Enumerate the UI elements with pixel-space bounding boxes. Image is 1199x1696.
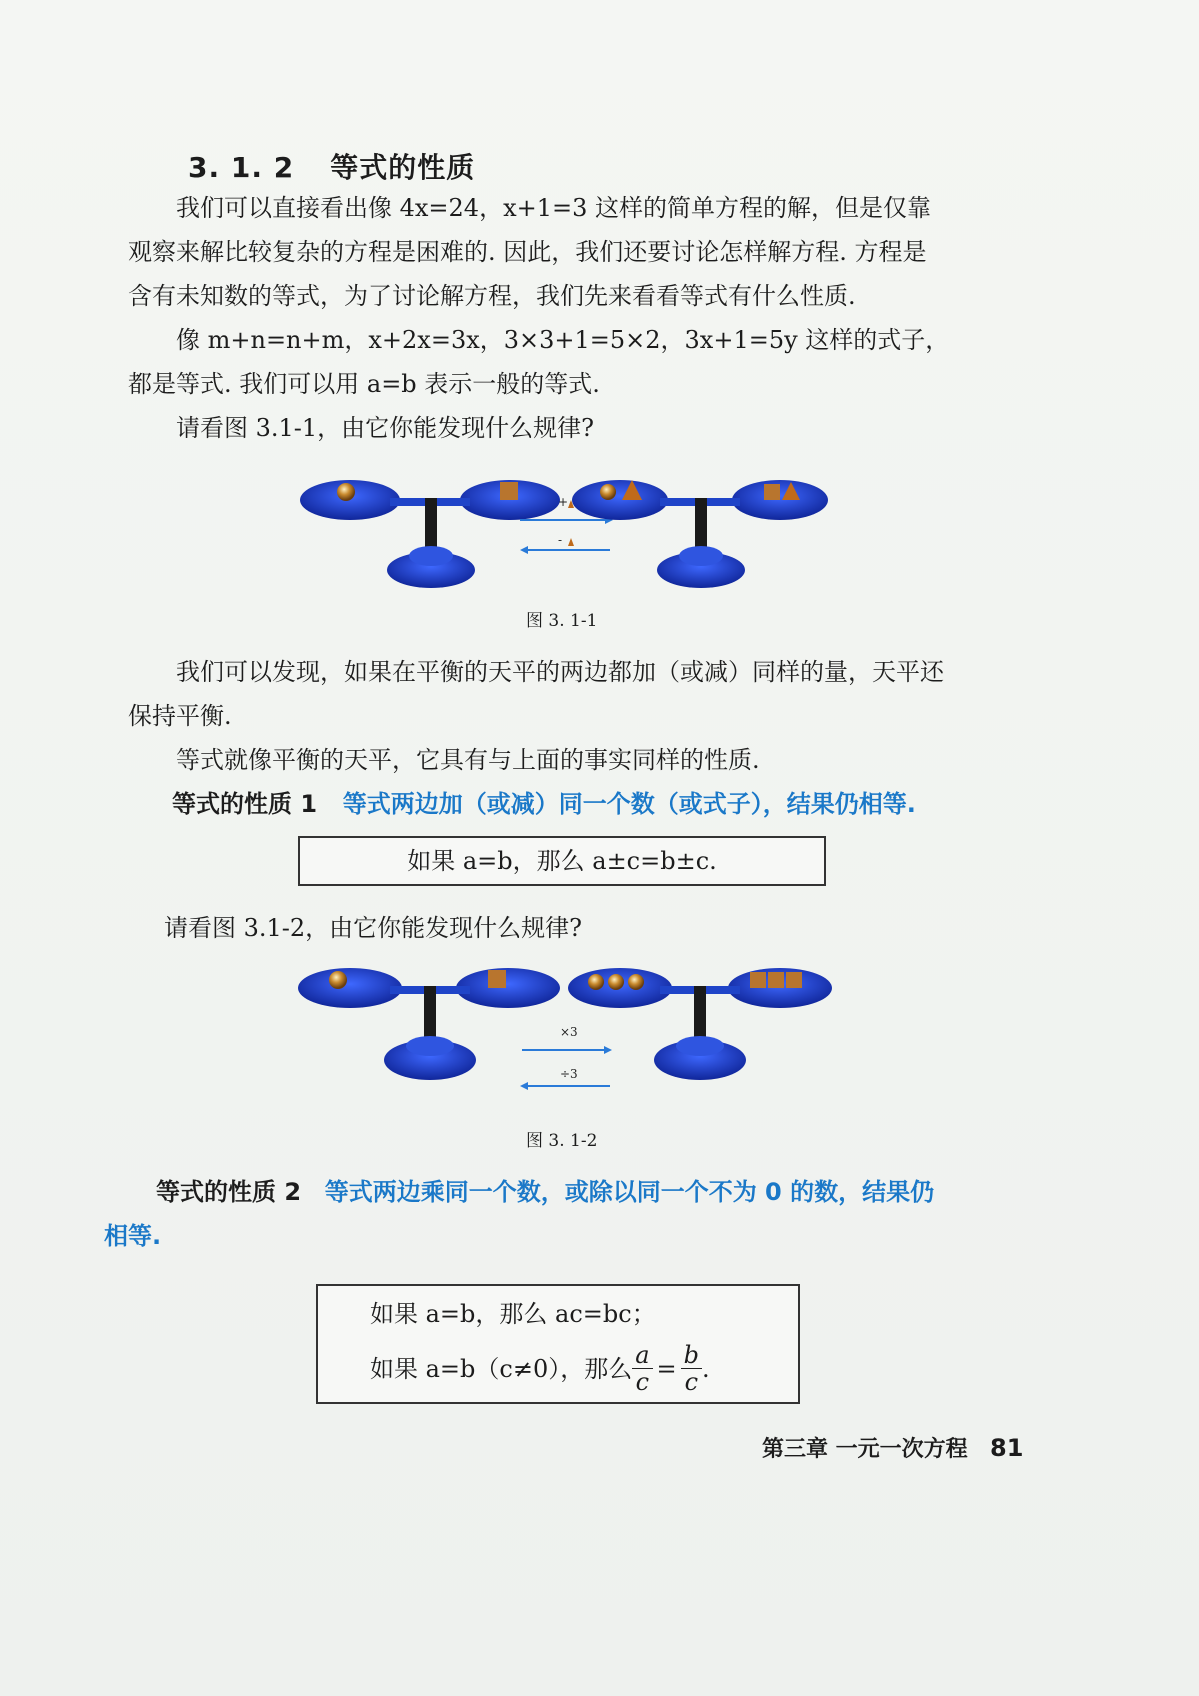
ball-icon <box>337 483 355 501</box>
intro-line-2: 观察来解比较复杂的方程是困难的. 因此，我们还要讨论怎样解方程. 方程是 <box>128 238 927 266</box>
intro-line-3: 含有未知数的等式，为了讨论解方程，我们先来看看等式有什么性质. <box>128 282 856 310</box>
ball-icon <box>329 971 347 989</box>
section-heading <box>188 146 475 186</box>
period: . <box>702 1354 710 1383</box>
arrow-label-add: + <box>558 495 569 509</box>
formula-2b <box>370 1342 710 1395</box>
cube-icon <box>500 482 518 500</box>
fraction-b-over-c <box>681 1342 702 1395</box>
cube-icon <box>786 972 802 988</box>
page-number: 81 <box>990 1434 1024 1462</box>
chapter-label: 第三章 一元一次方程 <box>762 1437 968 1462</box>
formula-1: 如果 a=b，那么 a±c=b±c. <box>407 847 717 875</box>
analogy-text: 等式就像平衡的天平，它具有与上面的事实同样的性质. <box>176 746 760 774</box>
intro-line-1: 我们可以直接看出像 4x=24，x+1=3 这样的简单方程的解，但是仅靠 <box>176 194 932 222</box>
section-title: 等式的性质 <box>330 151 476 184</box>
examples-line-1: 像 m+n=n+m，x+2x=3x，3×3+1=5×2，3x+1=5y 这样的式子， <box>176 326 950 354</box>
ball-icon <box>628 974 644 990</box>
fraction-denominator: c <box>684 1368 699 1396</box>
balance-scale-right <box>568 968 832 1080</box>
arrow-label-sub: - <box>558 533 563 547</box>
figure-caption-2: 图 3. 1-2 <box>526 1131 598 1151</box>
cube-icon <box>750 972 766 988</box>
ball-icon <box>608 974 624 990</box>
equals-sign: = <box>656 1354 677 1383</box>
figure-caption-1: 图 3. 1-1 <box>526 611 598 631</box>
property-2-label: 等式的性质 2 <box>156 1178 302 1206</box>
triangle-icon <box>568 538 574 546</box>
formula-box-1 <box>298 836 826 886</box>
cube-icon <box>764 484 780 500</box>
fraction-numerator: b <box>681 1342 702 1369</box>
examples-paragraph <box>128 318 1058 406</box>
formula-box-2 <box>316 1284 800 1404</box>
arrow-label-divide: ÷3 <box>560 1067 578 1081</box>
property-2-text-line-2: 相等. <box>104 1222 162 1250</box>
fraction-a-over-c <box>632 1342 652 1395</box>
intro-paragraph <box>128 186 1058 318</box>
examples-line-2: 都是等式. 我们可以用 a=b 表示一般的等式. <box>128 370 600 398</box>
fraction-numerator: a <box>632 1342 652 1369</box>
property-2-text-line-1: 等式两边乘同一个数，或除以同一个不为 0 的数，结果仍 <box>324 1178 935 1206</box>
property-1-label: 等式的性质 1 <box>172 790 318 818</box>
figure-prompt-1: 请看图 3.1-1，由它你能发现什么规律? <box>176 414 595 442</box>
balance-scale-left <box>298 968 560 1080</box>
property-1-text: 等式两边加（或减）同一个数（或式子），结果仍相等. <box>342 790 916 818</box>
section-number: 3. 1. 2 <box>188 151 295 184</box>
formula-2a: 如果 a=b，那么 ac=bc； <box>370 1300 656 1328</box>
fraction-denominator: c <box>635 1368 650 1396</box>
ball-icon <box>600 484 616 500</box>
ball-icon <box>588 974 604 990</box>
page-footer <box>762 1432 1023 1463</box>
discover-line-2: 保持平衡. <box>128 702 232 730</box>
cube-icon <box>768 972 784 988</box>
balance-scale-left <box>300 480 563 588</box>
property-1 <box>172 782 916 826</box>
formula-2b-prefix: 如果 a=b（c≠0），那么 <box>370 1354 633 1383</box>
property-2 <box>104 1170 1064 1258</box>
transform-arrows <box>520 1025 612 1090</box>
discover-paragraph <box>128 650 1068 738</box>
arrow-label-multiply: ×3 <box>560 1025 578 1039</box>
discover-line-1: 我们可以发现，如果在平衡的天平的两边都加（或减）同样的量，天平还 <box>176 658 944 686</box>
cube-icon <box>488 970 506 988</box>
figure-3-1-1 <box>300 462 900 602</box>
figure-prompt-2: 请看图 3.1-2，由它你能发现什么规律? <box>164 914 583 942</box>
balance-scale-right <box>572 480 828 588</box>
figure-3-1-2 <box>298 960 898 1100</box>
